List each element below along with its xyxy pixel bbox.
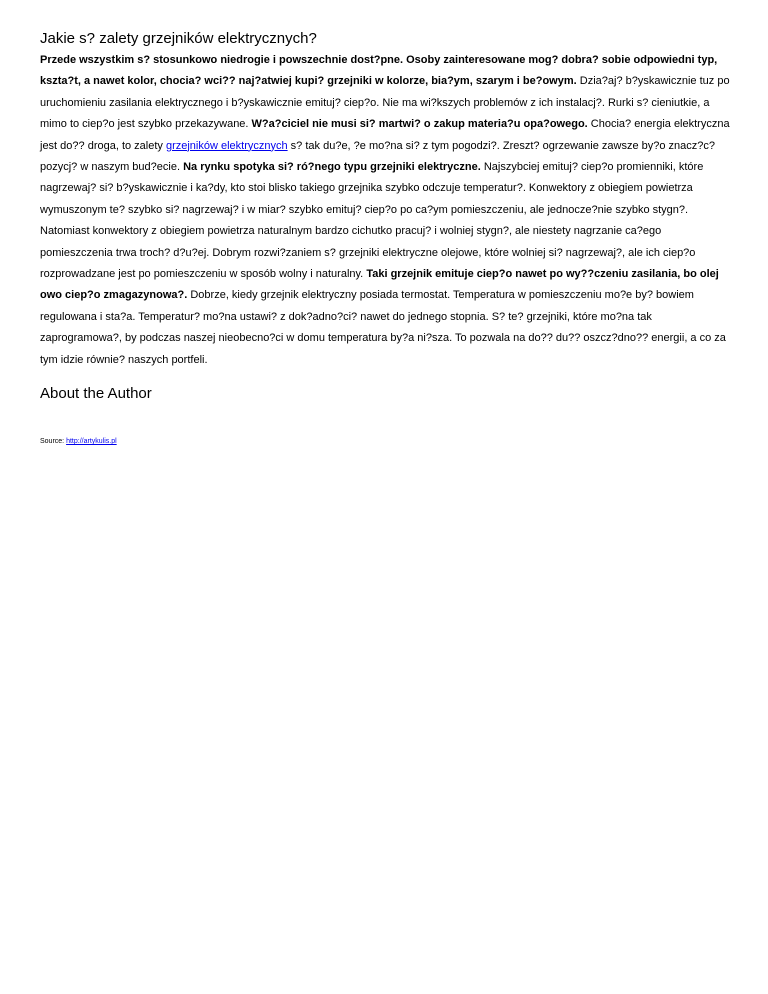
source-label: Source: (40, 438, 67, 446)
article (40, 30, 730, 446)
article-body (40, 50, 730, 371)
bold-text-segment: Na rynku spotyka si? ró?nego typu grzejniki elektryczne. (183, 161, 481, 174)
body-text-segment: Dzia?aj? b?yskawicznie tuz po uruchomieniu zasilania elektrycznego i b?yskawicznie emituj? ciep?o. Nie ma wi?kszych problemów z ich instalacj?. Rurki s? cieniutkie, a mimo to ciep?o jest szybko przekazywane. (40, 75, 730, 131)
about-author-heading: About the Author (40, 385, 152, 403)
bold-text-segment: W?a?ciciel nie musi si? martwi? o zakup materia?u opa?owego. (251, 118, 588, 131)
bold-text-segment: Taki grzejnik emituje ciep?o nawet po wy??czeniu zasilania, bo olej owo ciep?o zmagazynowa?. (40, 268, 719, 302)
body-text-segment: Chocia? energia elektryczna jest do?? droga, to zalety (40, 118, 730, 152)
intro-bold-text: Przede wszystkim s? stosunkowo niedrogie i powszechnie dost?pne. Osoby zainteresowane mog? dobra? sobie odpowiedni typ, kszta?t, a nawet kolor, chocia? wci?? naj?atwiej kupi? grzejniki w kolorze, bia?ym, szarym i be?owym. (40, 54, 718, 88)
source-line (40, 437, 730, 446)
article-title: Jakie s? zalety grzejników elektrycznych? (40, 30, 317, 47)
body-text-segment: Dobrze, kiedy grzejnik elektryczny posiada termostat. Temperatura w pomieszczeniu mo?e by? bowiem regulowana i sta?a. Temperatur? mo?na ustawi? z dok?adno?ci? nawet do jednego stopnia. S? te? grzejniki, które mo?na tak zaprogramowa?, by podczas naszej nieobecno?ci w domu temperatura by?a ni?sza. To pozwala na do?? du?? oszcz?dno?? energii, a co za tym idzie równie? naszych portfeli. (40, 289, 726, 366)
body-text-segment: Najszybciej emituj? ciep?o promienniki, które nagrzewaj? si? b?yskawicznie i ka?dy, kto stoi blisko takiego grzejnika szybko odczuje temperatur?. Konwektory z obiegiem powietrza wymuszonym te? szybko si? nagrzewaj? i w miar? szybko emituj? ciep?o po ca?ym pomieszczeniu, ale jednocze?nie szybko stygn?. Natomiast konwektory z obiegiem powietrza naturalnym bardzo cichutko pracuj? i wolniej stygn?, ale niestety nagrzanie ca?ego pomieszczenia trwa troch? d?u?ej. Dobrym rozwi?zaniem s? grzejniki elektryczne olejowe, które wolniej si? nagrzewaj?, ale ich ciep?o rozprowadzane jest po pomieszczeniu w sposób wolny i naturalny. (40, 161, 704, 281)
source-link[interactable]: http://artykulis.pl (66, 438, 117, 446)
body-text-segment: s? tak du?e, ?e mo?na si? z tym pogodzi?. Zreszt? ogrzewanie zawsze by?o znacz?c? pozycj? w naszym bud?ecie. (40, 139, 716, 174)
grzejniki-elektryczne-link[interactable]: grzejników elektrycznych (165, 139, 288, 152)
